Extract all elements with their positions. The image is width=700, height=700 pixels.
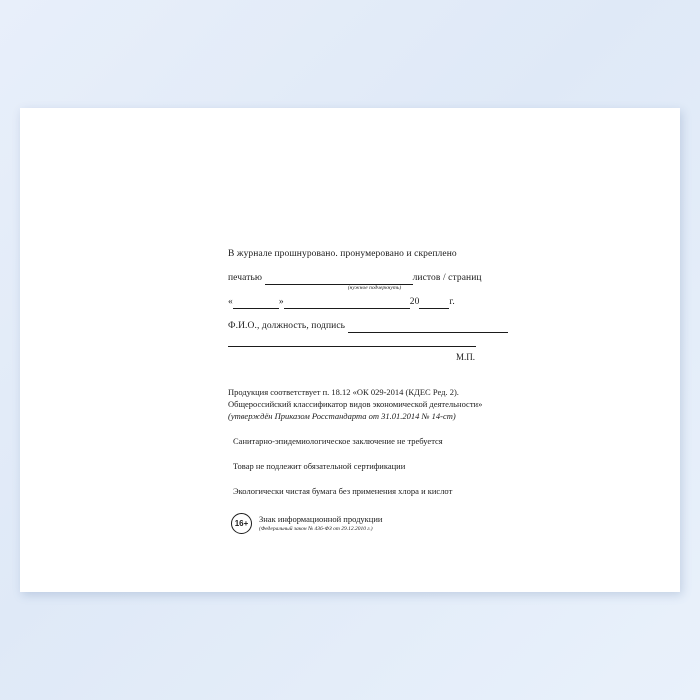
- date-year-prefix: 20: [409, 297, 420, 307]
- statement-certification: Товар не подлежит обязательной сертификации: [233, 461, 406, 471]
- journal-date-line: [228, 296, 648, 309]
- compliance-line-1: Продукция соответствует п. 18.12 «ОК 029-2014 (КДЕС Ред. 2).: [228, 387, 459, 397]
- journal-line-1: В журнале прошнуровано. пронумеровано и скреплено: [228, 249, 457, 259]
- compliance-block: [228, 386, 648, 534]
- stamp-place-label: М.П.: [456, 352, 476, 362]
- signature-blank-second[interactable]: [228, 336, 476, 347]
- statement-paper: Экологически чистая бумага без применения хлора и кислот: [233, 486, 453, 496]
- journal-underline-hint: (нужное подчеркнуть): [347, 285, 402, 291]
- age-mark-title: Знак информационной продукции: [259, 514, 383, 524]
- signature-blank[interactable]: [348, 323, 508, 333]
- age-mark-row: [228, 513, 648, 534]
- compliance-line-2: Общероссийский классификатор видов экономической деятельности»: [228, 399, 483, 409]
- document-content: [228, 248, 648, 534]
- compliance-line-3: (утверждён Приказом Росстандарта от 31.01.2014 № 14-ст): [228, 411, 456, 421]
- journal-sheets-label: листов / страниц: [412, 273, 482, 283]
- age-rating-badge: 16+: [231, 513, 252, 534]
- date-day-blank[interactable]: [233, 299, 279, 309]
- journal-seal-label: печатью: [228, 273, 263, 283]
- date-year-blank[interactable]: [419, 299, 449, 309]
- age-mark-text: [259, 514, 382, 533]
- statement-sanitary: Санитарно-эпидемиологическое заключение не требуется: [233, 436, 443, 446]
- journal-seal-blank[interactable]: [265, 275, 413, 285]
- journal-seal-line: [228, 272, 648, 285]
- signature-label: Ф.И.О., должность, подпись: [228, 321, 346, 331]
- date-quote-close: »: [278, 297, 284, 307]
- signature-line: [228, 320, 648, 333]
- date-year-suffix: г.: [449, 297, 455, 307]
- date-quote-open: «: [228, 297, 233, 307]
- document-page: [20, 108, 680, 592]
- age-mark-subtitle: (Федеральный закон № 436-ФЗ от 29.12.2010 г.): [259, 526, 373, 532]
- journal-certification-block: [228, 248, 648, 362]
- date-month-blank[interactable]: [284, 299, 410, 309]
